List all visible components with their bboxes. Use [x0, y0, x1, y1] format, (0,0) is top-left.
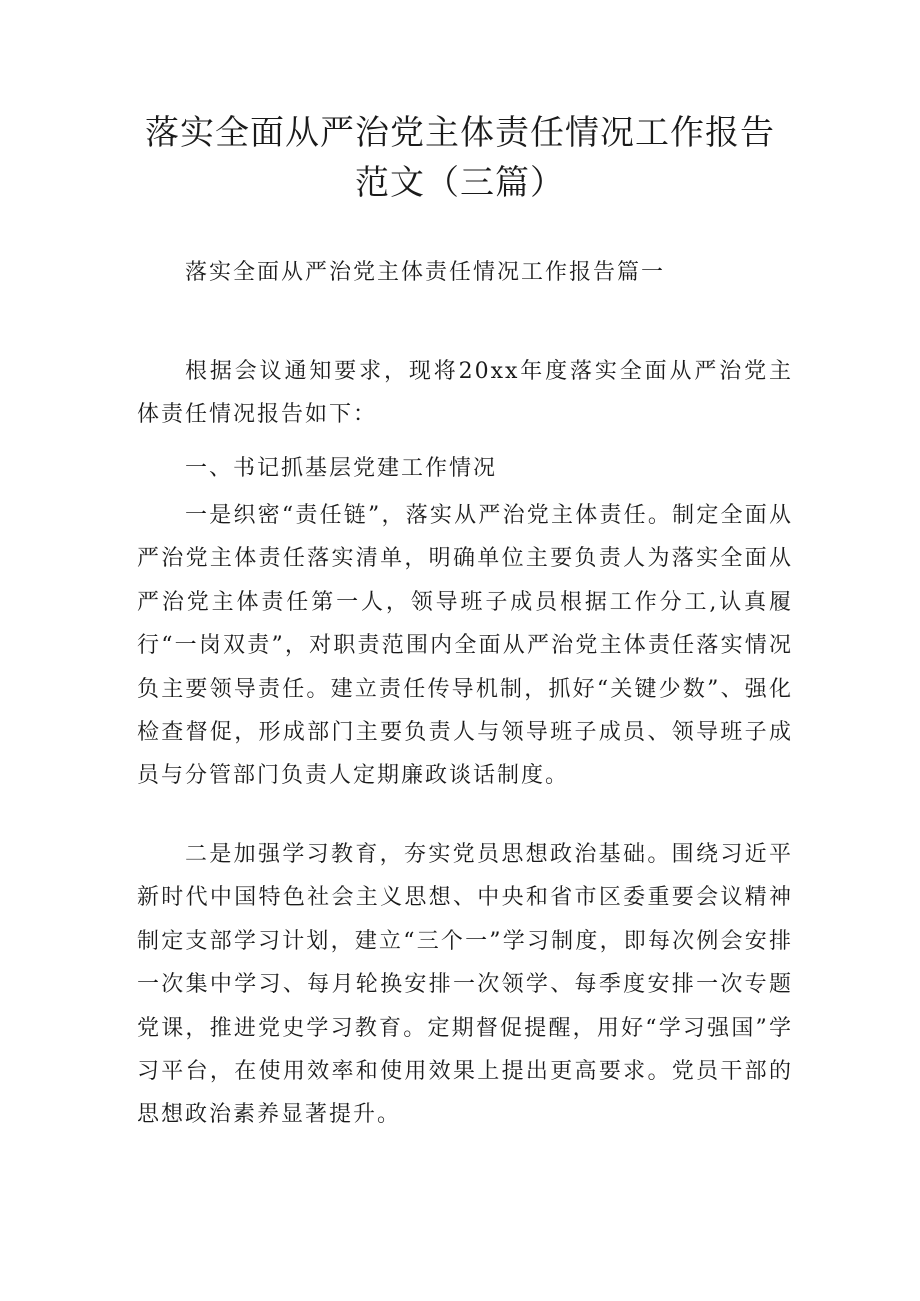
- paragraph-study: 二是加强学习教育，夯实党员思想政治基础。围绕习近平新时代中国特色社会主义思想、中央和省市区委重要会议精神制定支部学习计划，建立“三个一”学习制度，即每次例会安排一次集中学习、每月轮换安排一次领学、每季度安排一次专题党课，推进党史学习教育。定期督促提醒，用好“学习强国”学习平台，在使用效率和使用效果上提出更高要求。党员干部的思想政治素养显著提升。: [137, 842, 793, 1128]
- paragraph-responsibility: 一是织密“责任链”，落实从严治党主体责任。制定全面从严治党主体责任落实清单，明确单位主要负责人为落实全面从严治党主体责任第一人，领导班子成员根据工作分工,认真履行“一岗双责”，对职责范围内全面从严治党主体责任落实情况负主要领导责任。建立责任传导机制，抓好“关键少数”、强化检查督促，形成部门主要负责人与领导班子成员、领导班子成员与分管部门负责人定期廉政谈话制度。: [137, 503, 793, 789]
- section-heading-1: 一、书记抓基层党建工作情况: [185, 456, 498, 481]
- document-title-line2: 范文（三篇）: [355, 163, 565, 203]
- paragraph-intro: 根据会议通知要求，现将20xx年度落实全面从严治党主体责任情况报告如下：: [137, 359, 793, 428]
- document-title-line1: 落实全面从严治党主体责任情况工作报告: [145, 113, 775, 153]
- section-subtitle: 落实全面从严治党主体责任情况工作报告篇一: [185, 260, 666, 285]
